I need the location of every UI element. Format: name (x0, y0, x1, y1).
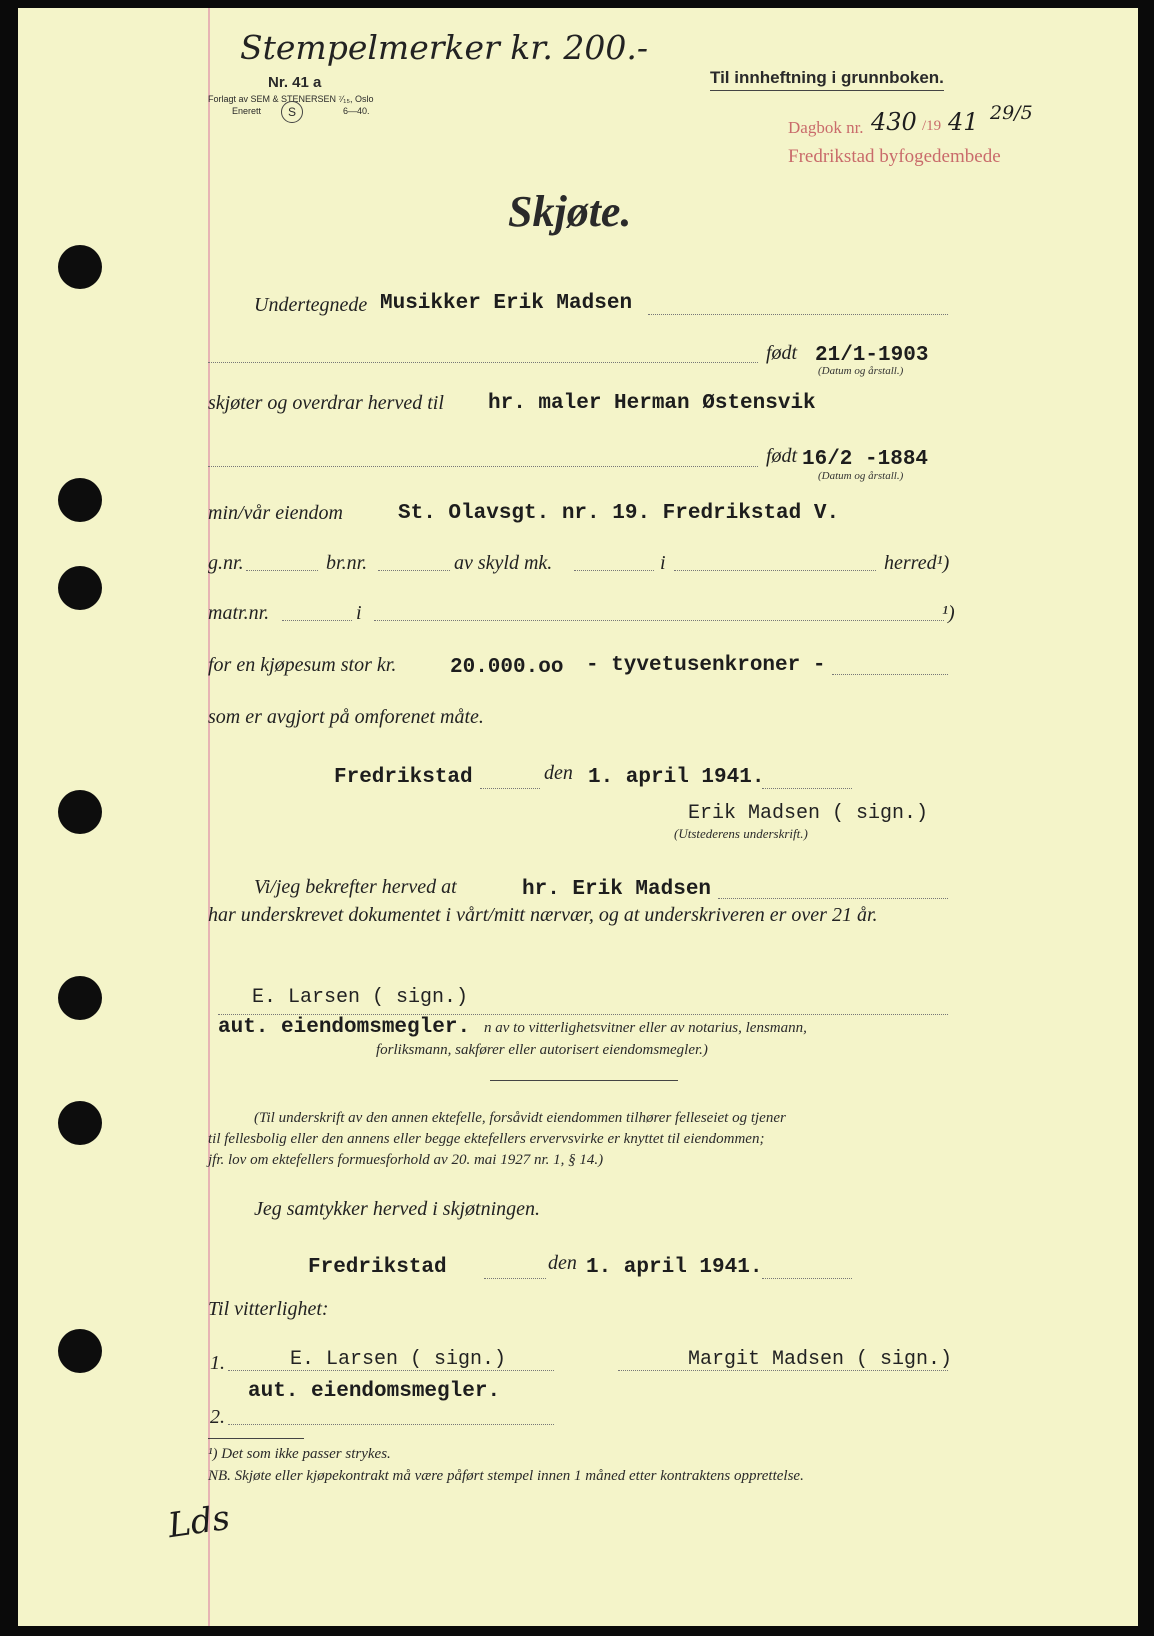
spouse-note-line-3: jfr. lov om ektefellers formuesforhold av 20. mai 1927 nr. 1, § 14.) (208, 1152, 604, 1168)
dotted-line (762, 1278, 852, 1279)
witness-hint-2: forliksmann, sakfører eller autorisert eiendomsmegler.) (376, 1042, 708, 1058)
matr-close: ¹) (942, 602, 955, 624)
dotted-line (832, 674, 948, 675)
confirmation-line-2: har underskrevet dokumentet i vårt/mitt nærvær, og at underskriveren er over 21 år. (208, 904, 878, 926)
seller-date-hint: (Datum og årstall.) (818, 365, 904, 377)
seller-born-date: 21/1-1903 (815, 344, 929, 367)
edition-date: 6—40. (343, 106, 370, 116)
signing-den: den (544, 762, 573, 784)
settled-text: som er avgjort på omforenet måte. (208, 706, 484, 728)
dotted-line (762, 788, 852, 789)
footnote-nb: NB. Skjøte eller kjøpekontrakt må være påført stempel innen 1 måned etter kontraktens opprettelse. (208, 1468, 804, 1484)
punch-hole (58, 1101, 102, 1145)
dagbok-label: Dagbok nr. (788, 118, 864, 137)
consent-den: den (548, 1252, 577, 1274)
dotted-line (374, 620, 944, 621)
price-label: for en kjøpesum stor kr. (208, 654, 397, 676)
matr-label: matr.nr. (208, 602, 270, 624)
issuer-signature: Erik Madsen ( sign.) (688, 802, 929, 825)
i-label: i (660, 552, 666, 574)
dotted-line (208, 466, 758, 467)
punch-hole (58, 1329, 102, 1373)
document-page (18, 8, 1138, 1626)
witness-hint-1: n av to vitterlighetsvitner eller av notarius, lensmann, (484, 1020, 807, 1036)
consent-text: Jeg samtykker herved i skjøtningen. (254, 1198, 541, 1220)
property-label: min/vår eiendom (208, 502, 343, 524)
property-address: St. Olavsgt. nr. 19. Fredrikstad V. (398, 502, 840, 525)
seller-born-label: født (766, 342, 798, 364)
divider (490, 1080, 678, 1081)
punch-hole (58, 478, 102, 522)
herred-label: herred¹) (884, 552, 950, 574)
dotted-line (674, 570, 876, 571)
brnr-label: br.nr. (326, 552, 368, 574)
signing-place: Fredrikstad (334, 766, 473, 789)
handwritten-stamp-note: Stempelmerker kr. 200.- (240, 28, 649, 67)
dotted-line (480, 788, 540, 789)
dagbok-date: 29/5 (990, 102, 1033, 124)
consent-date: 1. april 1941. (586, 1256, 763, 1279)
seller-name: Musikker Erik Madsen (380, 292, 633, 315)
publisher-logo-icon: S (281, 101, 303, 123)
confirmation-name: hr. Erik Madsen (522, 878, 712, 901)
punch-hole (58, 566, 102, 610)
witness-1-number: 1. (210, 1352, 225, 1374)
buyer-date-hint: (Datum og årstall.) (818, 470, 904, 482)
dagbok-number: 430 (871, 108, 917, 136)
footnote-1: ¹) Det som ikke passer strykes. (208, 1446, 391, 1462)
witness-1-title: aut. eiendomsmegler. (248, 1380, 501, 1403)
punch-hole (58, 790, 102, 834)
dagbok-year: 41 (948, 108, 979, 136)
witness-signature: E. Larsen ( sign.) (252, 986, 469, 1009)
witness-1-signature: E. Larsen ( sign.) (290, 1348, 507, 1371)
skyld-label: av skyld mk. (454, 552, 553, 574)
dotted-line (246, 570, 318, 571)
publisher: Forlagt av SEM & STENERSEN ⁷⁄₁₅, Oslo (208, 94, 374, 104)
dotted-line (574, 570, 654, 571)
spouse-signature: Margit Madsen ( sign.) (688, 1348, 953, 1371)
witness-title: aut. eiendomsmegler. (218, 1016, 471, 1039)
consent-place: Fredrikstad (308, 1256, 447, 1279)
dotted-line (218, 1014, 948, 1015)
dotted-line (228, 1424, 554, 1425)
registration-note: Til innheftning i grunnboken. (710, 68, 944, 91)
dotted-line (282, 620, 352, 621)
dotted-line (484, 1278, 546, 1279)
form-number: Nr. 41 a (268, 74, 322, 91)
punch-hole (58, 976, 102, 1020)
edition-label: Enerett (232, 106, 262, 116)
buyer-born-label: født (766, 445, 798, 467)
price-words: - tyvetusenkroner - (586, 654, 826, 677)
buyer-born-date: 16/2 -1884 (802, 448, 929, 471)
dotted-line (378, 570, 450, 571)
confirmation-prefix: Vi/jeg bekrefter herved at (254, 876, 457, 898)
dotted-line (648, 314, 948, 315)
dagbok-year-prefix: /19 (922, 118, 942, 134)
footnote-divider (208, 1438, 304, 1439)
handwritten-initials: Lds (165, 1497, 233, 1547)
gnr-label: g.nr. (208, 552, 244, 574)
document-title: Skjøte. (508, 187, 632, 236)
witness-2-number: 2. (210, 1406, 225, 1428)
dotted-line (208, 362, 758, 363)
red-margin-line (208, 8, 210, 1626)
buyer-label: skjøter og overdrar herved til (208, 392, 444, 414)
signing-date: 1. april 1941. (588, 766, 765, 789)
vitterlighet-label: Til vitterlighet: (208, 1298, 329, 1320)
spouse-note-line-2: til fellesbolig eller den annens eller begge ektefellers ervervsvirke er knyttet til eiendommen; (208, 1131, 765, 1147)
seller-label: Undertegnede (254, 294, 368, 316)
court-stamp: Fredrikstad byfogedembede (788, 146, 1001, 167)
spouse-note-line-1: (Til underskrift av den annen ektefelle, forsåvidt eiendommen tilhører felleseiet og tjener (254, 1110, 786, 1126)
dotted-line (718, 898, 948, 899)
punch-hole (58, 245, 102, 289)
price-amount: 20.000.oo (450, 656, 564, 679)
i-label-2: i (356, 602, 362, 624)
buyer-name: hr. maler Herman Østensvik (488, 392, 816, 415)
issuer-signature-hint: (Utstederens underskrift.) (674, 826, 808, 841)
